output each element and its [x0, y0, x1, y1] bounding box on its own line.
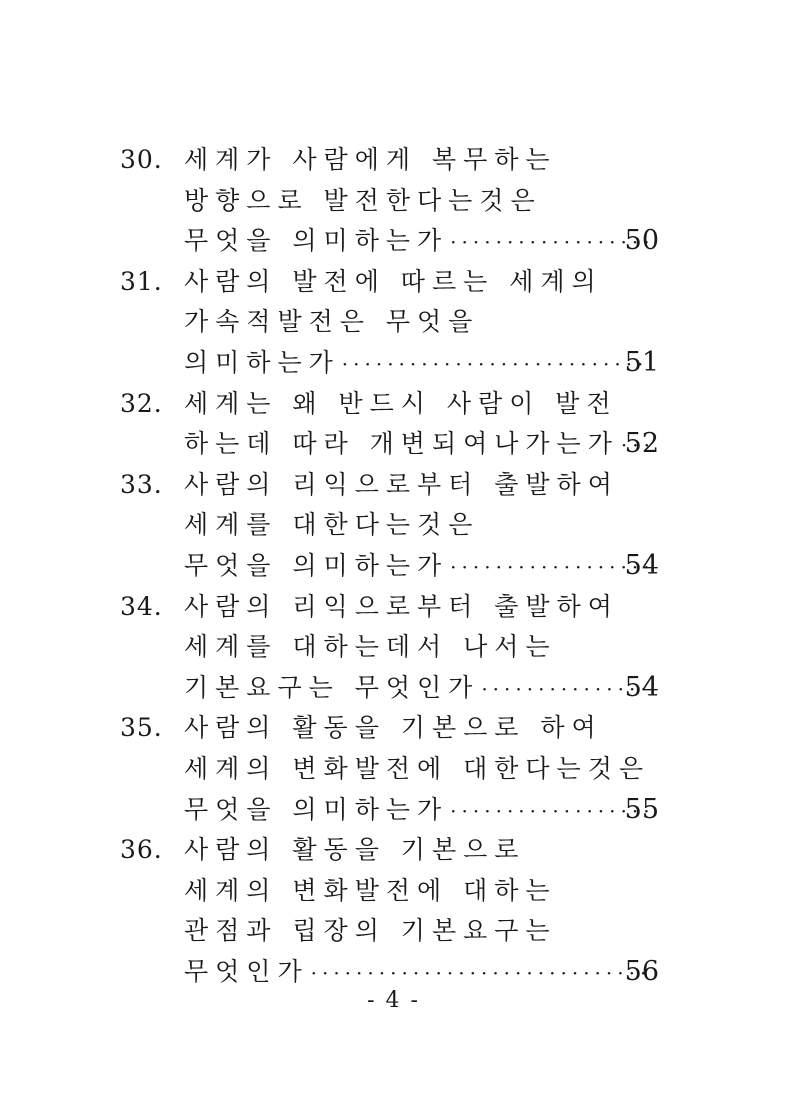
- entry-leader-line: [184, 668, 659, 710]
- entry-title-line: 세계의 변화발전에 대하는: [184, 875, 557, 905]
- toc-line: [0, 871, 787, 912]
- toc-line: [0, 262, 787, 303]
- entry-page-number: 54: [624, 671, 659, 703]
- entry-title-line: 무엇을 의미하는가: [184, 226, 449, 256]
- entry-title-line: 무엇을 의미하는가: [184, 794, 449, 824]
- dot-leader: [450, 547, 649, 588]
- entry-title-line: 세계가 사람에게 복무하는: [184, 145, 557, 174]
- toc-line: [0, 830, 787, 871]
- entry-leader-line: [184, 546, 659, 588]
- entry-page-number: 55: [624, 793, 659, 825]
- entry-title-line: 사람의 리익으로부터 출발하여: [184, 469, 619, 499]
- entry-number: 36.: [120, 835, 163, 865]
- entry-title-line: 사람의 활동을 기본으로 하여: [184, 713, 603, 743]
- dot-leader: [450, 791, 649, 832]
- entry-title-line: 하는데 따라 개변되여나가는가: [184, 429, 619, 459]
- entry-title-line: 무엇인가: [184, 956, 309, 986]
- entry-title-line: 의미하는가: [184, 347, 340, 377]
- toc-line: [0, 221, 787, 262]
- entry-page-number: 54: [624, 549, 659, 581]
- entry-page-number: 50: [624, 225, 659, 257]
- toc-line: [0, 790, 787, 831]
- entry-page-number: 51: [624, 346, 659, 378]
- entry-title-line: 방향으로 발전한다는것은: [184, 185, 542, 215]
- toc-line: [0, 140, 787, 181]
- toc-line: [0, 505, 787, 546]
- toc-line: [0, 384, 787, 425]
- entry-title-line: 세계의 변화발전에 대한다는것은: [184, 753, 650, 783]
- entry-number: 32.: [120, 388, 163, 418]
- toc-line: [0, 587, 787, 628]
- entry-title-line: 관점과 립장의 기본요구는: [184, 916, 557, 946]
- toc-line: [0, 911, 787, 952]
- entry-number: 34.: [120, 591, 163, 621]
- entry-title-line: 무엇을 의미하는가: [184, 550, 449, 580]
- entry-title-line: 세계를 대하는데서 나서는: [184, 632, 557, 662]
- toc-line: [0, 343, 787, 384]
- entry-leader-line: [184, 221, 659, 263]
- toc-line: [0, 708, 787, 749]
- toc-line: [0, 546, 787, 587]
- toc-line: [0, 181, 787, 222]
- toc-line: [0, 749, 787, 790]
- dot-leader: [342, 344, 649, 385]
- toc-line: [0, 465, 787, 506]
- entry-leader-line: [184, 424, 659, 466]
- dot-leader: [450, 222, 649, 263]
- toc-line: [0, 627, 787, 668]
- toc-line: [0, 668, 787, 709]
- page-footer-number: - 4 -: [367, 988, 420, 1013]
- entry-title-line: 기본요구는 무엇인가: [184, 672, 480, 702]
- toc-line: [0, 302, 787, 343]
- entry-title-line: 사람의 활동을 기본으로: [184, 835, 526, 865]
- toc-line: [0, 952, 787, 993]
- table-of-contents: [0, 140, 787, 992]
- entry-leader-line: [184, 790, 659, 832]
- entry-number: 33.: [120, 469, 163, 499]
- entry-page-number: 56: [624, 955, 659, 987]
- entry-title-line: 세계를 대한다는것은: [184, 510, 480, 540]
- entry-leader-line: [184, 343, 659, 385]
- entry-title-line: 사람의 발전에 따르는 세계의: [184, 266, 603, 296]
- entry-number: 30.: [120, 145, 163, 174]
- entry-number: 31.: [120, 266, 163, 296]
- entry-title-line: 가속적발전은 무엇을: [184, 307, 480, 337]
- entry-title-line: 세계는 왜 반드시 사람이 발전: [184, 388, 618, 418]
- entry-page-number: 52: [624, 428, 659, 460]
- toc-line: [0, 424, 787, 465]
- entry-title-line: 사람의 리익으로부터 출발하여: [184, 591, 619, 621]
- entry-number: 35.: [120, 713, 163, 743]
